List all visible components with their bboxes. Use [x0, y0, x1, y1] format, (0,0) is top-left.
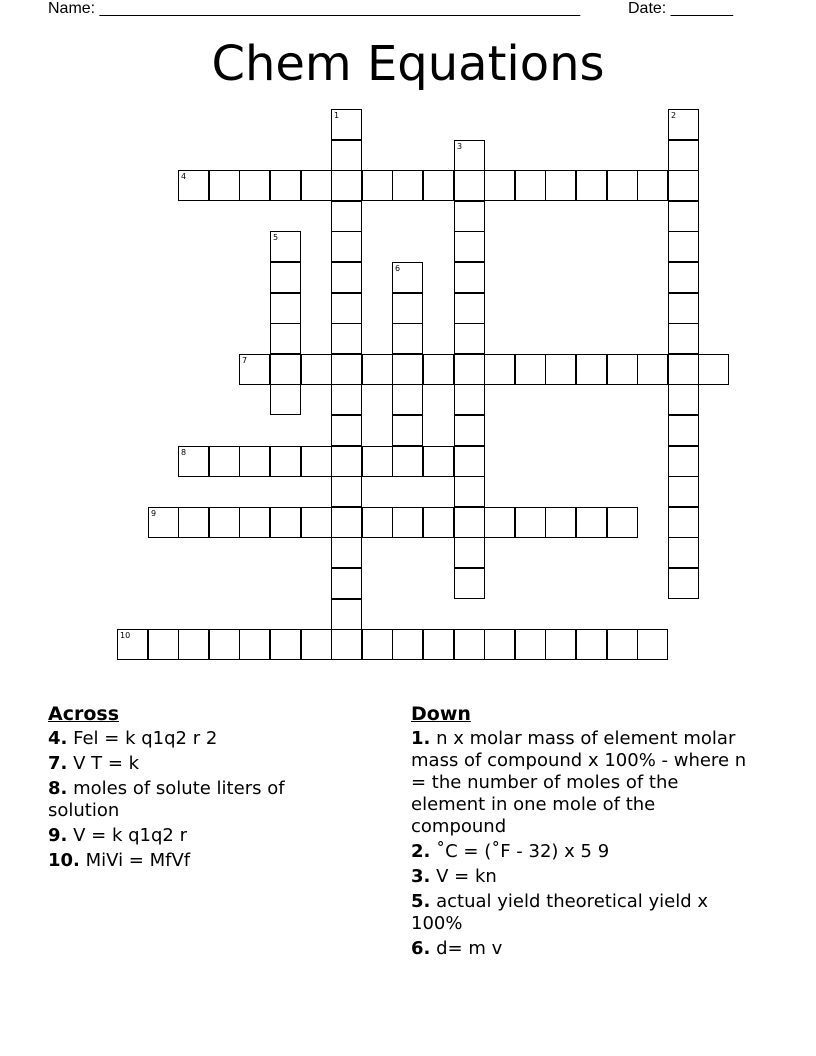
- crossword-cell[interactable]: [392, 323, 423, 354]
- down-clues-section: [411, 702, 751, 963]
- crossword-cell[interactable]: [209, 507, 240, 538]
- crossword-cell[interactable]: [668, 415, 699, 446]
- crossword-cell[interactable]: [270, 629, 301, 660]
- crossword-cell[interactable]: [454, 262, 485, 293]
- crossword-cell[interactable]: [484, 170, 515, 201]
- crossword-cell[interactable]: [331, 415, 362, 446]
- crossword-cell[interactable]: [331, 201, 362, 232]
- crossword-cell[interactable]: [362, 354, 393, 385]
- clue-number-label: 9: [151, 509, 157, 518]
- crossword-cell[interactable]: [607, 507, 638, 538]
- crossword-cell[interactable]: [148, 507, 179, 538]
- crossword-cell[interactable]: [545, 170, 576, 201]
- clue-number-label: 7: [242, 356, 248, 365]
- crossword-cell[interactable]: [331, 476, 362, 507]
- crossword-cell[interactable]: [148, 629, 179, 660]
- crossword-cell[interactable]: [637, 629, 668, 660]
- crossword-cell[interactable]: [392, 446, 423, 477]
- crossword-cell[interactable]: [178, 446, 209, 477]
- crossword-cell[interactable]: [668, 354, 699, 385]
- crossword-cell[interactable]: [668, 476, 699, 507]
- crossword-cell[interactable]: [454, 354, 485, 385]
- clue-down-2: 2. ˚C = (˚F - 32) x 5 9: [411, 841, 610, 862]
- crossword-cell[interactable]: [454, 384, 485, 415]
- crossword-cell[interactable]: [239, 507, 270, 538]
- crossword-cell[interactable]: [484, 629, 515, 660]
- crossword-cell[interactable]: [362, 170, 393, 201]
- crossword-cell[interactable]: [270, 446, 301, 477]
- clue-number-label: 4: [181, 172, 187, 181]
- crossword-cell[interactable]: [668, 384, 699, 415]
- crossword-cell[interactable]: [454, 629, 485, 660]
- crossword-cell[interactable]: [178, 170, 209, 201]
- crossword-cell[interactable]: [423, 507, 454, 538]
- crossword-cell[interactable]: [331, 323, 362, 354]
- crossword-cell[interactable]: [331, 507, 362, 538]
- down-heading: Down: [411, 703, 471, 725]
- clue-across-8: 8. moles of solute liters of solution: [48, 778, 285, 821]
- crossword-cell[interactable]: [239, 446, 270, 477]
- clue-across-7: 7. V T = k: [48, 753, 140, 774]
- crossword-cell[interactable]: [668, 201, 699, 232]
- crossword-cell[interactable]: [331, 537, 362, 568]
- crossword-cell[interactable]: [454, 231, 485, 262]
- crossword-cell[interactable]: [362, 446, 393, 477]
- clue-number-label: 6: [395, 264, 401, 273]
- crossword-cell[interactable]: [331, 629, 362, 660]
- crossword-cell[interactable]: [607, 354, 638, 385]
- clue-number-label: 3: [457, 142, 463, 151]
- clue-down-6: 6. d= m v: [411, 938, 503, 959]
- crossword-cell[interactable]: [454, 201, 485, 232]
- crossword-cell[interactable]: [576, 354, 607, 385]
- crossword-cell[interactable]: [454, 568, 485, 599]
- crossword-cell[interactable]: [301, 170, 332, 201]
- crossword-cell[interactable]: [607, 629, 638, 660]
- crossword-cell[interactable]: [454, 537, 485, 568]
- crossword-grid: [117, 109, 707, 664]
- clue-down-1: 1. n x molar mass of element molar mass of compound x 100% - where n = the number of moles of the element in one mole of the compound: [411, 728, 747, 837]
- across-clues-section: [48, 702, 348, 875]
- crossword-cell[interactable]: [331, 293, 362, 324]
- crossword-cell[interactable]: [331, 109, 362, 140]
- crossword-cell[interactable]: [668, 109, 699, 140]
- date-field-label: Date: _______: [628, 0, 733, 17]
- crossword-cell[interactable]: [362, 507, 393, 538]
- crossword-cell[interactable]: [484, 354, 515, 385]
- crossword-cell[interactable]: [239, 170, 270, 201]
- crossword-cell[interactable]: [331, 262, 362, 293]
- crossword-cell[interactable]: [454, 415, 485, 446]
- crossword-cell[interactable]: [454, 170, 485, 201]
- clue-across-4: 4. Fel = k q1q2 r 2: [48, 728, 218, 749]
- across-heading: Across: [48, 703, 120, 725]
- crossword-cell[interactable]: [454, 476, 485, 507]
- crossword-cell[interactable]: [454, 140, 485, 171]
- crossword-cell[interactable]: [454, 323, 485, 354]
- crossword-cell[interactable]: [392, 354, 423, 385]
- crossword-cell[interactable]: [576, 170, 607, 201]
- crossword-cell[interactable]: [362, 629, 393, 660]
- crossword-cell[interactable]: [515, 507, 546, 538]
- crossword-cell[interactable]: [392, 170, 423, 201]
- crossword-cell[interactable]: [637, 354, 668, 385]
- crossword-cell[interactable]: [668, 323, 699, 354]
- crossword-cell[interactable]: [576, 507, 607, 538]
- crossword-cell[interactable]: [423, 170, 454, 201]
- crossword-cell[interactable]: [668, 446, 699, 477]
- clue-number-label: 2: [671, 111, 677, 120]
- crossword-cell[interactable]: [454, 293, 485, 324]
- crossword-cell[interactable]: [331, 170, 362, 201]
- crossword-cell[interactable]: [545, 629, 576, 660]
- crossword-cell[interactable]: [117, 629, 148, 660]
- crossword-cell[interactable]: [515, 354, 546, 385]
- crossword-cell[interactable]: [331, 384, 362, 415]
- crossword-cell[interactable]: [515, 629, 546, 660]
- crossword-cell[interactable]: [576, 629, 607, 660]
- crossword-cell[interactable]: [270, 323, 301, 354]
- crossword-cell[interactable]: [270, 293, 301, 324]
- crossword-cell[interactable]: [392, 415, 423, 446]
- crossword-cell[interactable]: [668, 262, 699, 293]
- crossword-cell[interactable]: [698, 354, 729, 385]
- clue-across-9: 9. V = k q1q2 r: [48, 825, 187, 846]
- crossword-cell[interactable]: [515, 170, 546, 201]
- clue-number-label: 8: [181, 448, 187, 457]
- crossword-cell[interactable]: [392, 262, 423, 293]
- crossword-cell[interactable]: [239, 629, 270, 660]
- crossword-cell[interactable]: [239, 354, 270, 385]
- crossword-cell[interactable]: [668, 231, 699, 262]
- crossword-cell[interactable]: [301, 507, 332, 538]
- crossword-cell[interactable]: [484, 507, 515, 538]
- clue-down-5: 5. actual yield theoretical yield x 100%: [411, 891, 708, 934]
- crossword-cell[interactable]: [454, 507, 485, 538]
- crossword-cell[interactable]: [331, 354, 362, 385]
- crossword-cell[interactable]: [178, 507, 209, 538]
- crossword-cell[interactable]: [270, 354, 301, 385]
- crossword-cell[interactable]: [637, 170, 668, 201]
- crossword-cell[interactable]: [331, 599, 362, 630]
- crossword-cell[interactable]: [668, 507, 699, 538]
- crossword-cell[interactable]: [178, 629, 209, 660]
- crossword-cell[interactable]: [209, 629, 240, 660]
- crossword-cell[interactable]: [668, 170, 699, 201]
- crossword-cell[interactable]: [668, 140, 699, 171]
- crossword-cell[interactable]: [392, 629, 423, 660]
- crossword-cell[interactable]: [392, 293, 423, 324]
- crossword-cell[interactable]: [668, 293, 699, 324]
- crossword-cell[interactable]: [209, 446, 240, 477]
- crossword-cell[interactable]: [270, 170, 301, 201]
- header-line: [48, 0, 748, 20]
- crossword-cell[interactable]: [301, 354, 332, 385]
- crossword-cell[interactable]: [607, 170, 638, 201]
- crossword-cell[interactable]: [423, 446, 454, 477]
- crossword-cell[interactable]: [545, 354, 576, 385]
- crossword-cell[interactable]: [301, 629, 332, 660]
- crossword-cell[interactable]: [668, 537, 699, 568]
- crossword-cell[interactable]: [392, 384, 423, 415]
- crossword-cell[interactable]: [668, 568, 699, 599]
- page-title: Chem Equations: [211, 36, 605, 92]
- crossword-cell[interactable]: [270, 231, 301, 262]
- crossword-cell[interactable]: [331, 140, 362, 171]
- crossword-cell[interactable]: [423, 354, 454, 385]
- crossword-cell[interactable]: [270, 507, 301, 538]
- crossword-cell[interactable]: [270, 262, 301, 293]
- name-field-label: Name: ______________________________________________________: [48, 0, 581, 17]
- crossword-cell[interactable]: [392, 507, 423, 538]
- crossword-cell[interactable]: [331, 231, 362, 262]
- clue-across-10: 10. MiVi = MfVf: [48, 850, 191, 871]
- clue-number-label: 10: [120, 631, 131, 640]
- crossword-cell[interactable]: [209, 170, 240, 201]
- crossword-cell[interactable]: [423, 629, 454, 660]
- crossword-cell[interactable]: [454, 446, 485, 477]
- crossword-cell[interactable]: [331, 446, 362, 477]
- clue-number-label: 5: [273, 233, 279, 242]
- clue-down-3: 3. V = kn: [411, 866, 497, 887]
- crossword-cell[interactable]: [270, 384, 301, 415]
- crossword-cell[interactable]: [331, 568, 362, 599]
- clue-number-label: 1: [334, 111, 340, 120]
- crossword-cell[interactable]: [545, 507, 576, 538]
- crossword-cell[interactable]: [301, 446, 332, 477]
